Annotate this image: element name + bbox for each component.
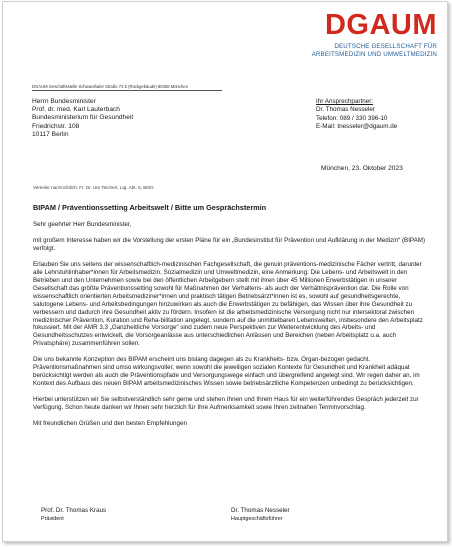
- contact-block: [316, 98, 397, 131]
- address-line: Friedrichstr. 108: [32, 122, 80, 130]
- contact-email[interactable]: E-Mail: tnesseler@dgaum.de: [316, 122, 398, 130]
- closing-line: Mit freundlichen Grüßen und den besten Empfehlungen: [33, 420, 187, 428]
- body-paragraph: Die uns bekannte Konzeption des BIPAM erscheint uns bislang dagegen als zu Krankheits- bzw. Organ-bezogen gedacht. Präventionsmaßnahmen sind umso wirkungsvoller, wenn sowohl die jeweiligen sozialen Kontexte für Gesundheit und Krankheit adäquat berücksichtigt werden als auch die Präventionspfade und Versorgungswege einfach und übergreifend angelegt sind. Wir regen daher an, im Kontext des Aufbaus des neuen BIPAM arbeitsmedizinisches Wissen sowie betriebsärztliche Kompetenzen unbedingt zu berücksichtigen.: [33, 356, 420, 388]
- logo-subtitle-line: ARBEITSMEDIZIN UND UMWELTMEDIZIN: [311, 50, 437, 58]
- signatory-role: Hauptgeschäftsführer: [231, 516, 283, 522]
- recipient-address: [32, 98, 133, 139]
- contact-heading: Ihr Ansprechpartner:: [316, 98, 374, 105]
- letter-date: München, 23. Oktober 2023: [321, 165, 403, 172]
- logo-subtitle-line: DEUTSCHE GESELLSCHAFT FÜR: [334, 43, 437, 50]
- dgaum-logo: DGAUM: [324, 9, 437, 41]
- address-line: Prof. dr. med. Karl Lauterbach: [32, 106, 120, 114]
- subject-line: BIPAM / Präventionssetting Arbeitswelt / Bitte um Gesprächstermin: [33, 203, 267, 212]
- contact-name: Dr. Thomas Nesseler: [316, 106, 376, 114]
- address-line: Herrn Bundesminister: [32, 98, 96, 105]
- signatory-role: Präsident: [41, 516, 64, 522]
- logo-subtitle: [312, 43, 437, 58]
- signature-president: [41, 507, 106, 523]
- letter-body: [33, 221, 429, 436]
- address-line: 10117 Berlin: [32, 130, 69, 138]
- signatory-name: Prof. Dr. Thomas Kraus: [41, 507, 107, 514]
- sender-return-address: DGAUM Geschäftsstelle Schwanthaler Straße 73 b (Rückgebäude) 80336 München: [32, 84, 222, 91]
- signatory-name: Dr. Thomas Nesseler: [231, 507, 290, 514]
- signature-managing-director: [231, 507, 290, 523]
- contact-phone: Telefon: 089 / 330 396-10: [316, 114, 388, 122]
- cc-line: Verteiler nachrichtlich: Fr. Dr. Ute Teichert, Ltg. Abt. 6, BMG: [33, 185, 154, 190]
- address-line: Bundesministerium für Gesundheit: [32, 114, 134, 122]
- letter-page: [2, 1, 448, 542]
- body-paragraph: Hierbei unterstützen wir Sie selbstverständlich sehr gerne und stehen Ihnen und Ihrem Haus für ein weiterführendes Gespräch jederzeit zur Verfügung. Schon heute danken wir Ihnen sehr herzlich für Ihre Aufmerksamkeit sowie Ihren zeitnahen Terminvorschlag.: [33, 396, 419, 412]
- salutation: Sehr geehrter Herr Bundesminister,: [33, 221, 132, 228]
- body-paragraph: Erlauben Sie uns seitens der wissenschaftlich-medizinischen Fachgesellschaft, die genuin präventions-medizinische Fächer vertritt, darunter alle Lehrstuhlinhaber*innen für Arbeitsmedizin, Sozialmedizin und Umweltmedizin, eine Anmerkung: Die Lebens- und Arbeitswelt in den Betrieben und den Unternehmen sowie bei den öffentlichen Arbeitgebern stellt mit ihren über 45 Millionen Erwerbstätigen in unserer Gesellschaft das größte Präventionssetting sowohl für Maßnahmen der Verhaltens- als auch der Verhältnisprävention dar. Die Rolle von wissenschaftlich orientierten Arbeitsmediziner*innen und praktisch tätigen Betriebsärzt*innen ist es, sowohl auf gesundheitsgerechte, salutogene Lebens- und Arbeitsbedingungen hinzuwirken als auch die Erwerbstätigen zu befähigen, das Wissen über ihre Gesundheit zu verbessern und dadurch ihre Gesundheit aktiv zu fördern. Insofern ist die arbeitsmedizinische Versorgung nicht nur intersektoral zwischen medizinischer Prävention, Kuration und Reha-bilitation angelegt, sondern auf die unmittelbaren Lebenswelten, insbesondere den Arbeitsplatz fokussiert. Mit der AMR 3.3 „Ganzheitliche Vorsorge“ sind zudem neue Perspektiven zur Weiterentwicklung des Arbeits- und Gesundheitsschutzes entwickelt, die Vorsorgeanlässe aus unterschiedlichen Anlässen und Bereichen (neben Arbeitsplatz u.a. auch Privatsphäre) zusammenführen sollen.: [33, 260, 423, 348]
- body-paragraph: mit großem Interesse haben wir die Vorstellung der ersten Pläne für ein „Bundesinstitut für Prävention und Aufklärung in der Medizin“ (BIPAM) verfolgt.: [33, 236, 426, 252]
